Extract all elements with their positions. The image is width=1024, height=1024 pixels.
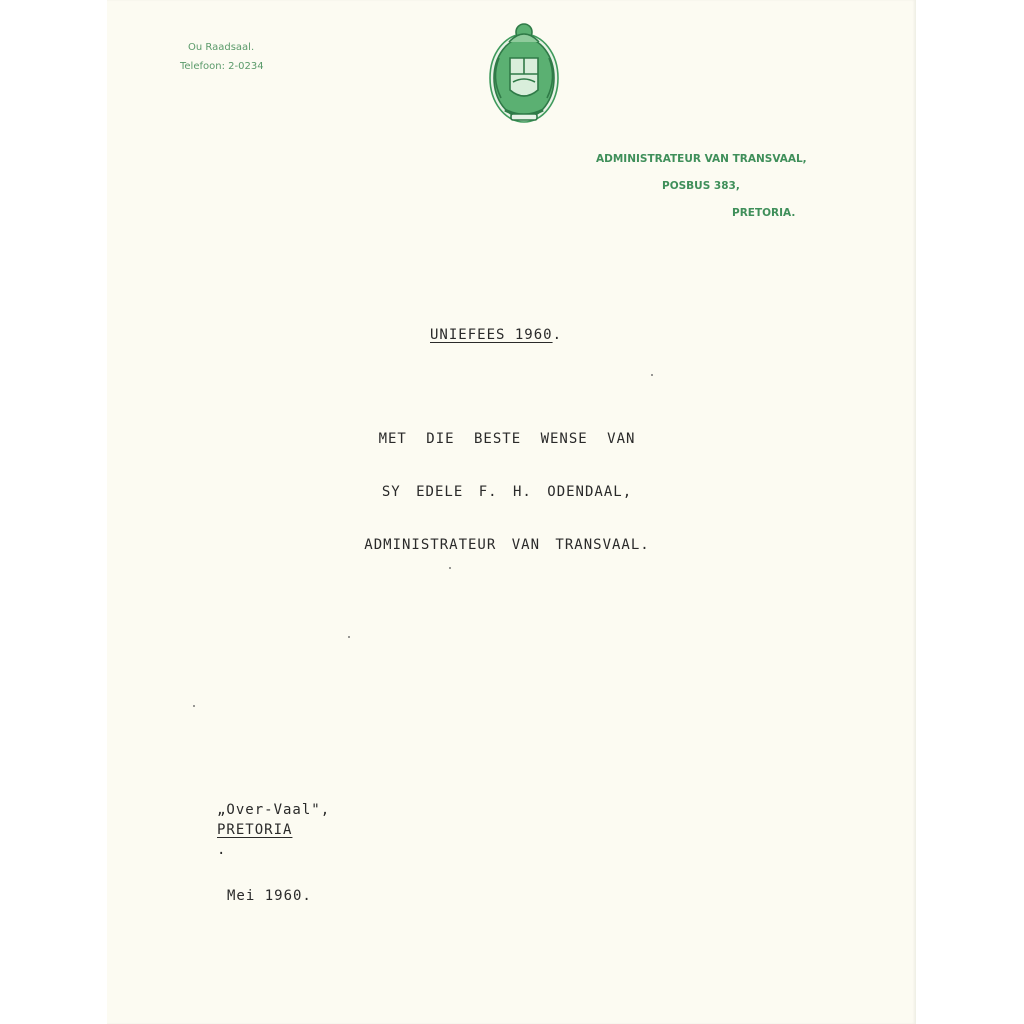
document-title-suffix: . — [552, 327, 563, 343]
letterhead-po-box: POSBUS 383, — [662, 180, 740, 192]
letterhead-phone: Telefoon: 2-0234 — [180, 61, 264, 72]
greeting-line-1: MET DIE BESTE WENSE VAN — [378, 431, 636, 447]
address-line-1: „Over-Vaal", — [217, 802, 331, 818]
paper-speck — [651, 374, 653, 376]
letterhead-office: Ou Raadsaal. — [188, 42, 255, 53]
greeting-line-3: ADMINISTRATEUR VAN TRANSVAAL. — [364, 537, 650, 553]
address-line-2-text: PRETORIA — [217, 822, 293, 838]
sender-address — [217, 800, 330, 860]
document-title — [430, 327, 562, 343]
letterhead-right — [596, 146, 807, 227]
letterhead-title: ADMINISTRATEUR VAN TRANSVAAL, — [596, 153, 807, 165]
letter-date: Mei 1960. — [227, 888, 312, 904]
address-line-2 — [217, 820, 330, 860]
greeting-line-2: SY EDELE F. H. ODENDAAL, — [381, 484, 633, 500]
paper-speck — [348, 636, 350, 638]
coat-of-arms-icon — [485, 18, 563, 128]
letterhead-city: PRETORIA. — [732, 207, 796, 219]
letter-page — [107, 0, 916, 1024]
address-line-2-suffix: . — [217, 842, 227, 858]
paper-speck — [449, 567, 451, 569]
paper-speck — [193, 705, 195, 707]
document-title-text: UNIEFEES 1960 — [430, 327, 553, 343]
letterhead-left — [180, 38, 264, 76]
